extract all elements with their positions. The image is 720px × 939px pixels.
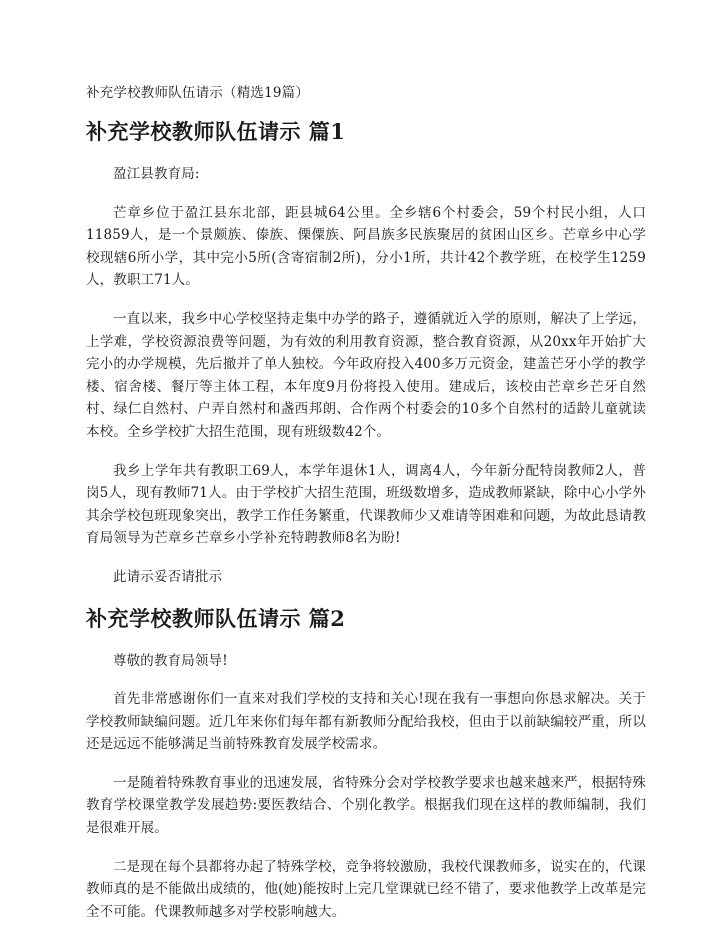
section-2 [86,605,646,924]
salutation: 盈江县教育局: [113,166,200,182]
document-title: 补充学校教师队伍请示（精选19篇） [86,85,310,101]
salutation: 尊敬的教育局领导! [113,652,228,669]
section-heading: 补充学校教师队伍请示 篇2 [86,605,346,631]
section-1 [86,118,646,589]
document-page [86,84,646,939]
paragraph: 二是现在每个县都将办起了特殊学校，竞争将较激励，我校代课教师多，说实在的，代课教师真的是不能做出成绩的，他(她)能按时上完几堂课就已经不错了，要求他教学上改革是完全不可能。代课教师越多对学校影响越大。 [86,858,646,920]
section-heading: 补充学校教师队伍请示 篇1 [86,119,346,144]
closing-line: 此请示妥否请批示 [113,568,223,585]
paragraph: 一直以来，我乡中心学校坚持走集中办学的路子，遵循就近入学的原则，解决了上学远，上学难，学校资源浪费等问题，为有效的利用教育资源，整合教育资源，从20xx年开始扩大完小的办学规模，先后撤并了单人独校。今年政府投入400多万元资金，建盖芒牙小学的教学楼、宿舍楼、餐厅等主体工程，本年度9月份将投入使用。建成后，该校由芒章乡芒牙自然村、绿仁自然村、户弄自然村和盏西邦朗、合作两个村委会的10多个自然村的适龄儿童就读本校。全乡学校扩大招生范围，现有班级数42个。 [86,310,646,440]
paragraph: 我乡上学年共有教职工69人，本学年退休1人，调离4人，今年新分配特岗教师2人，普岗5人，现有教师71人。由于学校扩大招生范围，班级数增多，造成教师紧缺，除中心小学外其余学校包班现象突出，教学工作任务繁重，代课教师少又难请等困难和问题，为故此恳请教育局领导为芒章乡芒章乡小学补充特聘教师8名为盼! [86,462,646,547]
paragraph: 芒章乡位于盈江县东北部，距县城64公里。全乡辖6个村委会，59个村民小组，人口11859人，是一个景颇族、傣族、傈僳族、阿昌族多民族聚居的贫困山区乡。芒章乡中心学校现辖6所小学，其中完小5所(含寄宿制2所)，分小1所，共计42个教学班，在校学生1259人，教职工71人。 [86,204,646,289]
paragraph: 一是随着特殊教育事业的迅速发展，省特殊分会对学校教学要求也越来越来严，根据特殊教育学校课堂教学发展趋势:要医教结合、个别化教学。根据我们现在这样的教师编制，我们是很难开展。 [86,774,646,837]
paragraph: 首先非常感谢你们一直来对我们学校的支持和关心!现在我有一事想向你恳求解决。关于学校教师缺编问题。近几年来你们每年都有新教师分配给我校，但由于以前缺编较严重，所以还是远远不能够满足当前特殊教育发展学校需求。 [86,691,646,753]
